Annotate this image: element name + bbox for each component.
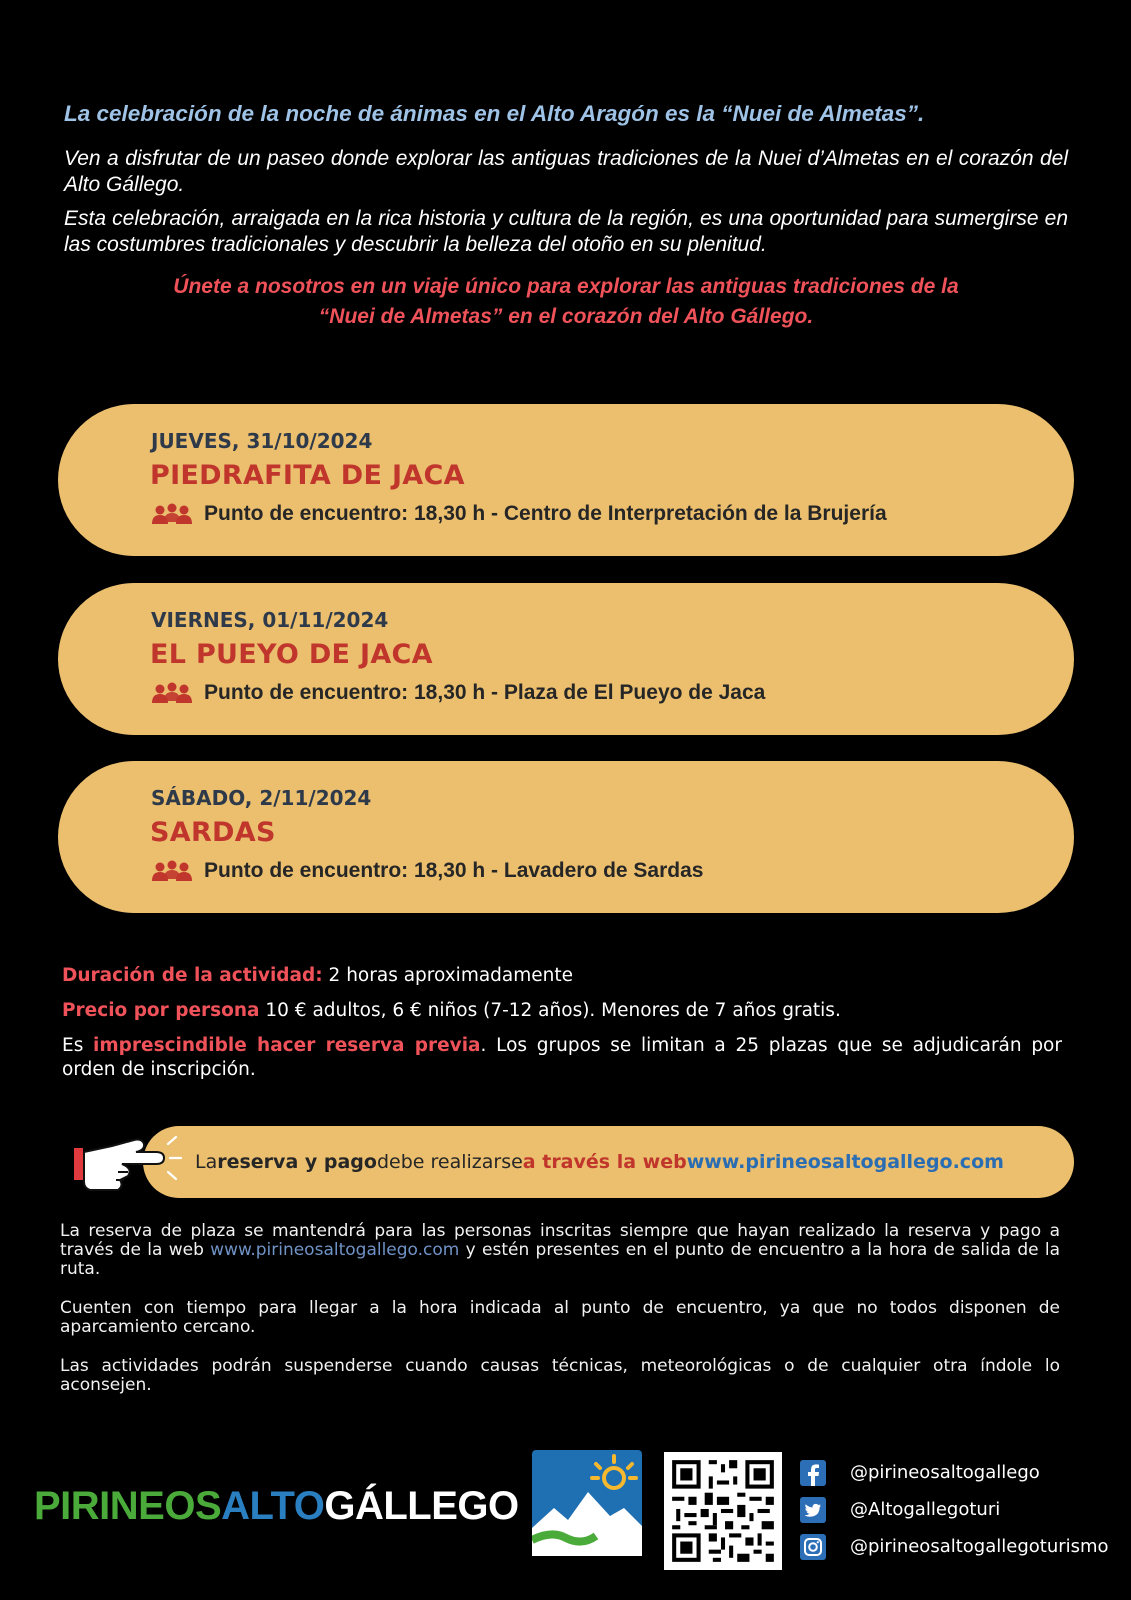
intro-paragraph-2: Esta celebración, arraigada en la rica historia y cultura de la región, es una oportunidad para sumergirse en las costumbres tradicionales y descubrir la belleza del otoño en su plenitud. [64,207,1068,256]
booking-text-4: a través la web [522,1151,687,1173]
reservation-line [62,1034,1062,1082]
pirineos-alto-gallego-logo [34,1484,519,1529]
intro-highlight-line-2: “Nuei de Almetas” en el corazón del Alto Gállego. [318,305,814,328]
intro-section [64,98,1068,332]
event-card-2 [58,583,1074,735]
group-people-icon [152,859,192,883]
event-meeting-point [152,859,703,883]
intro-highlight-line-1: Únete a nosotros en un viaje único para explorar las antiguas tradiciones de la [173,275,959,298]
pointing-hand-icon [72,1128,184,1198]
booking-banner [143,1126,1074,1198]
logo-word-2: ALTO [221,1484,325,1528]
reservation-label: imprescindible hacer reserva previa [93,1035,481,1056]
facebook-handle: @pirineosaltogallego [850,1462,1040,1483]
social-facebook[interactable] [800,1454,1109,1491]
social-twitter[interactable] [800,1491,1109,1528]
event-meeting-text: Punto de encuentro: 18,30 h - Plaza de El Pueyo de Jaca [204,681,766,704]
event-date: VIERNES, 01/11/2024 [151,608,389,632]
note-1-link[interactable]: www.pirineosaltogallego.com [210,1240,460,1260]
group-people-icon [152,681,192,705]
note-1-text-b: y estén presentes en el punto de encuentro a la hora de salida de la ruta. [60,1240,1061,1279]
event-meeting-text: Punto de encuentro: 18,30 h - Centro de Interpretación de la Brujería [204,502,887,525]
note-1-text-a: La reserva de plaza se mantendrá para las personas inscritas siempre que hayan realizado la reserva y pago a través de la web [60,1221,1060,1260]
event-meeting-point [152,502,887,526]
event-place: PIEDRAFITA DE JACA [150,460,465,491]
price-value: 10 € adultos, 6 € niños (7-12 años). Menores de 7 años gratis. [259,1000,841,1021]
activity-details [62,964,1062,1093]
social-instagram[interactable] [800,1528,1109,1565]
facebook-icon [800,1460,826,1486]
qr-code[interactable] [664,1452,782,1570]
booking-url-link[interactable]: www.pirineosaltogallego.com [686,1151,1004,1173]
reservation-value: . Los grupos se limitan a 25 plazas que se adjudicarán por orden de inscripción. [62,1035,1062,1080]
booking-text-1: La [195,1151,218,1173]
event-date: SÁBADO, 2/11/2024 [151,786,372,810]
instagram-handle: @pirineosaltogallegoturismo [850,1536,1109,1557]
event-card-1 [58,404,1074,556]
note-3: Las actividades podrán suspenderse cuando causas técnicas, meteorológicas o de cualquier otra índole lo aconsejen. [60,1356,1060,1395]
note-1 [60,1222,1060,1279]
instagram-icon [800,1534,826,1560]
event-place: SARDAS [150,817,276,848]
event-card-3 [58,761,1074,913]
event-meeting-point [152,681,765,705]
intro-paragraph-1: Ven a disfrutar de un paseo donde explorar las antiguas tradiciones de la Nuei d’Almetas en el corazón del Alto Gállego. [64,147,1068,196]
logo-word-1: PIRINEOS [34,1484,222,1528]
duration-label: Duración de la actividad: [62,965,323,986]
duration-value: 2 horas aproximadamente [322,965,574,986]
event-meeting-text: Punto de encuentro: 18,30 h - Lavadero de Sardas [204,859,704,882]
intro-title: La celebración de la noche de ánimas en el Alto Aragón es la “Nuei de Almetas”. [64,101,925,126]
price-label: Precio por persona [62,1000,260,1021]
event-place: EL PUEYO DE JACA [150,639,433,670]
booking-text-2: reserva y pago [217,1151,377,1173]
mountain-sun-logo-icon [532,1450,642,1556]
event-date: JUEVES, 31/10/2024 [151,429,373,453]
reservation-prefix: Es [62,1035,94,1056]
twitter-icon [800,1497,826,1523]
note-2: Cuenten con tiempo para llegar a la hora indicada al punto de encuentro, ya que no todos disponen de aparcamiento cercano. [60,1298,1060,1337]
duration-line [62,964,1062,988]
booking-text-3: debe realizarse [376,1151,523,1173]
group-people-icon [152,502,192,526]
logo-word-3: GÁLLEGO [324,1484,519,1528]
twitter-handle: @Altogallegoturi [850,1499,1001,1520]
notes-section [60,1222,1060,1415]
social-links [800,1454,1109,1565]
intro-highlight [64,272,1068,332]
price-line [62,999,1062,1023]
